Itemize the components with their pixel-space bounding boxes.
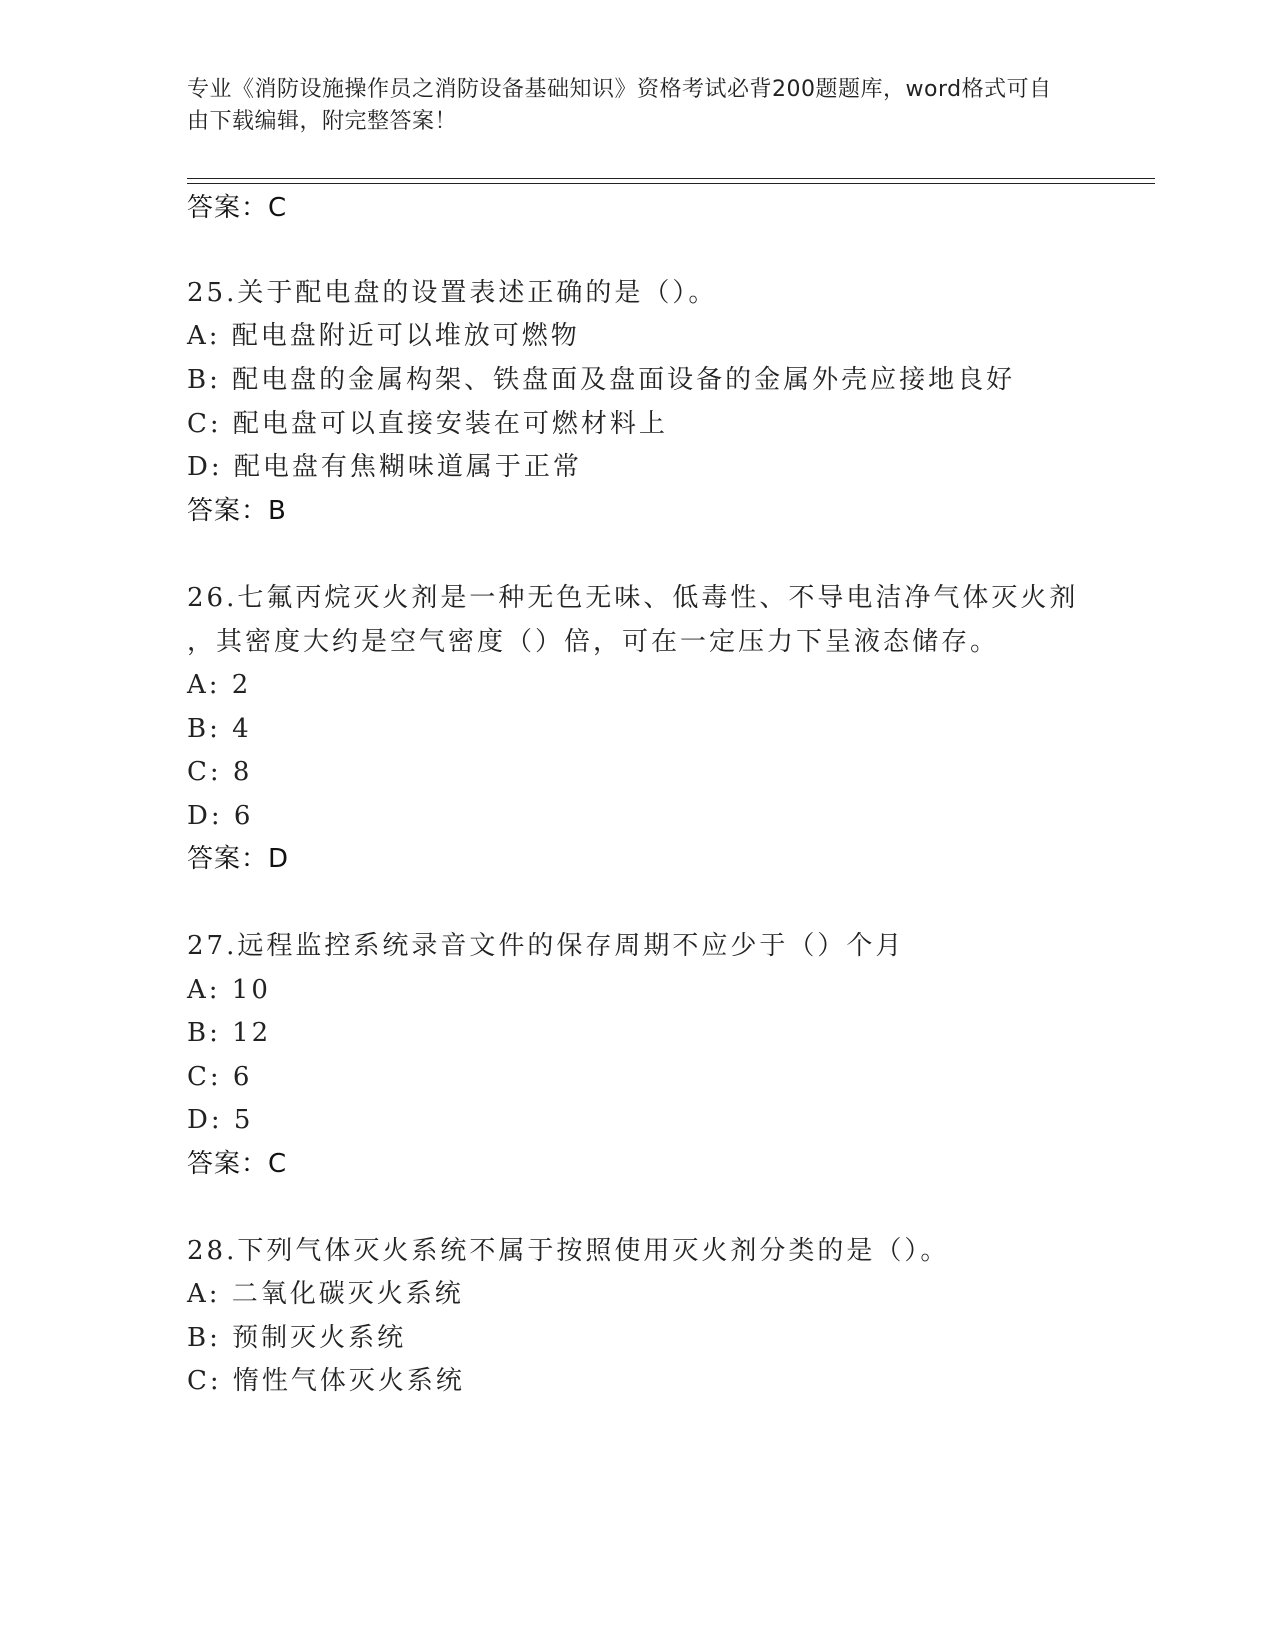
answer-25: 答案：B (187, 496, 287, 526)
question-27-option-b: B: 12 (187, 1018, 272, 1048)
question-28-option-c: C: 惰性气体灭火系统 (187, 1366, 465, 1396)
question-28-stem: 28.下列气体灭火系统不属于按照使用灭火剂分类的是（）。 (187, 1236, 950, 1266)
header-divider-top (187, 178, 1155, 179)
question-26-stem-line-2: ，其密度大约是空气密度（）倍，可在一定压力下呈液态储存。 (187, 627, 1000, 657)
question-27-option-d: D: 5 (187, 1105, 254, 1135)
question-25-stem: 25.关于配电盘的设置表述正确的是（）。 (187, 278, 718, 308)
question-27-option-c: C: 6 (187, 1062, 253, 1092)
question-26-stem-line-1: 26.七氟丙烷灭火剂是一种无色无味、低毒性、不导电洁净气体灭火剂 (187, 583, 1079, 613)
question-26-option-a: A: 2 (187, 670, 252, 700)
answer-26: 答案：D (187, 844, 290, 874)
answer-27: 答案：C (187, 1149, 288, 1179)
answer-24: 答案：C (187, 193, 288, 223)
question-26-option-b: B: 4 (187, 714, 252, 744)
question-26-option-d: D: 6 (187, 801, 254, 831)
document-header: 专业《消防设施操作员之消防设备基础知识》资格考试必背200题题库，word格式可自由下载编辑，附完整答案！ (187, 77, 1052, 134)
question-25-option-c: C: 配电盘可以直接安装在可燃材料上 (187, 409, 668, 439)
question-25-option-b: B: 配电盘的金属构架、铁盘面及盘面设备的金属外壳应接地良好 (187, 365, 1016, 395)
question-27-option-a: A: 10 (187, 975, 271, 1005)
question-25-option-a: A: 配电盘附近可以堆放可燃物 (187, 321, 580, 351)
question-28-option-b: B: 预制灭火系统 (187, 1323, 407, 1353)
question-25-option-d: D: 配电盘有焦糊味道属于正常 (187, 452, 582, 482)
question-28-option-a: A: 二氧化碳灭火系统 (187, 1279, 464, 1309)
header-divider-bottom (187, 183, 1155, 184)
question-27-stem: 27.远程监控系统录音文件的保存周期不应少于（）个月 (187, 931, 905, 961)
question-26-option-c: C: 8 (187, 757, 253, 787)
